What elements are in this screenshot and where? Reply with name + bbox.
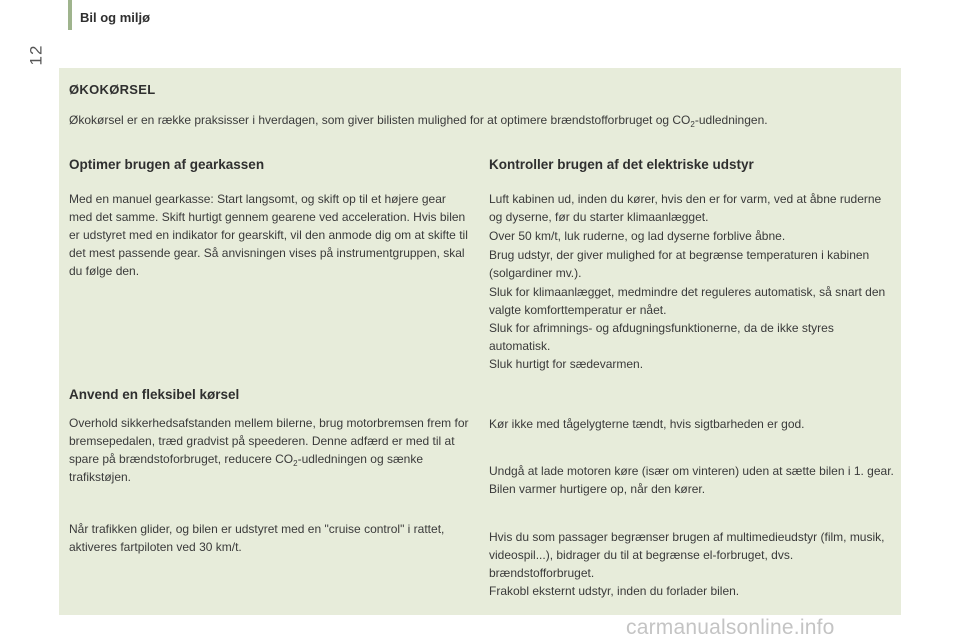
electric-heading: Kontroller brugen af det elektriske udstyr — [489, 157, 754, 172]
flexible-heading: Anvend en fleksibel kørsel — [69, 387, 240, 402]
watermark: carmanualsonline.info — [626, 616, 835, 639]
electric-item: Luft kabinen ud, inden du kører, hvis den er for varm, ved at åbne ruderne og dyserne, før du starter klimaanlægget. — [489, 192, 882, 224]
header-accent-bar — [68, 0, 72, 30]
page-number: 12 — [26, 44, 46, 66]
gearbox-heading: Optimer brugen af gearkassen — [69, 157, 265, 172]
flexible-text-1: Overhold sikkerhedsafstanden mellem bilerne, brug motorbremsen frem for bremsepedalen, træd gradvist på speederen. Denne adfærd er med til at spare på brændstoforbruget, reducere $CO_2$-udledningen og sænke trafikstøjen. — [69, 416, 469, 484]
electric-item: Sluk hurtigt for sædevarmen. — [489, 357, 644, 371]
electric-item: Over 50 km/t, luk ruderne, og lad dyserne forblive åbne. — [489, 229, 786, 243]
electric-item: Sluk for klimaanlægget, medmindre det reguleres automatisk, så snart den valgte komforttemperatur er nået. — [489, 285, 886, 317]
intro-paragraph: Økokørsel er en række praksisser i hverdagen, som giver bilisten mulighed for at optimere brændstofforbruget og $CO_2$-udledningen. — [69, 113, 768, 129]
chapter-title: Bil og miljø — [80, 10, 151, 25]
unplug-text: Frakobl eksternt udstyr, inden du forlader bilen. — [489, 584, 740, 598]
multimedia-text: Hvis du som passager begrænser brugen af multimedieudstyr (film, musik, videospil...), bidrager du til at begrænse el-forbruget, dvs. brændstofforbruget. — [489, 530, 885, 580]
electric-item: Brug udstyr, der giver mulighed for at begrænse temperaturen i kabinen (solgardiner mv.). — [489, 248, 870, 280]
electric-item: Sluk for afrimnings- og afdugningsfunktionerne, da de ikke styres automatisk. — [489, 321, 834, 353]
section-title: ØKOKØRSEL — [69, 82, 156, 97]
flexible-text-2: Når trafikken glider, og bilen er udstyret med en "cruise control" i rattet, aktiveres fartpiloten ved 30 km/t. — [69, 522, 445, 554]
engine-idle-text: Undgå at lade motoren køre (især om vinteren) uden at sætte bilen i 1. gear. Bilen varmer hurtigere op, når den kører. — [489, 464, 894, 496]
fog-lights-text: Kør ikke med tågelygterne tændt, hvis sigtbarheden er god. — [489, 417, 805, 431]
gearbox-text: Med en manuel gearkasse: Start langsomt, og skift op til et højere gear med det samme. Skift hurtigt gennem gearene ved acceleration. Hvis bilen er udstyret med en indikator for gearskift, vil den anmode dig om at skifte til det mest passende gear. Så anvisningen vises på instrumentgruppen, skal du følge den. — [69, 192, 468, 278]
